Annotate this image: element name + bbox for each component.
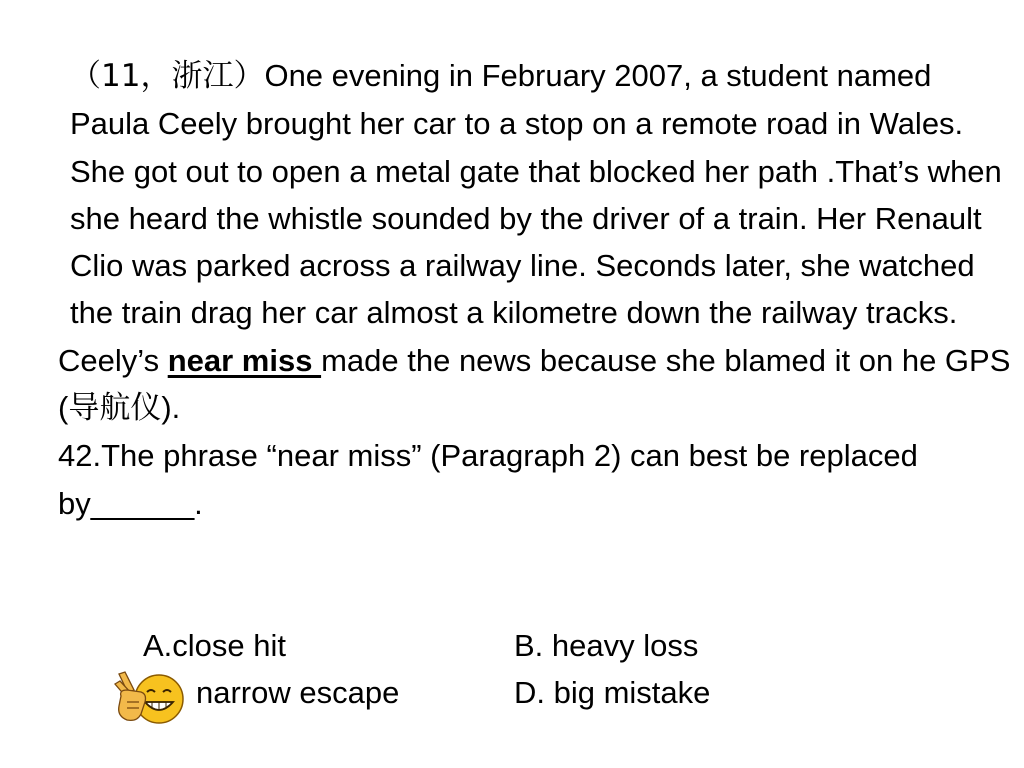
paragraph-2-suffix: ).	[161, 390, 181, 426]
paragraph-1-text: One evening in February 2007, a student named Paula Ceely brought her car to a stop on a remote road in Wales. She got out to open a metal gate that blocked her path .That’s when she heard the whistle sounded by the driver of a train. Her Renault Clio was parked across a railway line. Seconds later, she watched the train drag her car almost a kilometre down the railway tracks.	[70, 58, 1002, 331]
highlighted-phrase: near miss	[167, 342, 322, 378]
option-d: D. big mistake	[514, 675, 711, 710]
option-c: narrow escape	[196, 675, 400, 710]
paragraph-2-middle: made the news because she blamed it on he GPS (	[58, 342, 1011, 426]
option-b: B. heavy loss	[514, 628, 699, 663]
source-tag: （11，浙江）	[70, 58, 265, 94]
question-text: 42.The phrase “near miss” (Paragraph 2) can best be replaced by______.	[58, 438, 918, 521]
paragraph-2-prefix: Ceely’s	[58, 342, 168, 378]
option-a: A.close hit	[143, 628, 287, 663]
grinning-victory-emoji-icon	[113, 668, 185, 730]
gps-chinese-term: 导航仪	[68, 390, 162, 427]
